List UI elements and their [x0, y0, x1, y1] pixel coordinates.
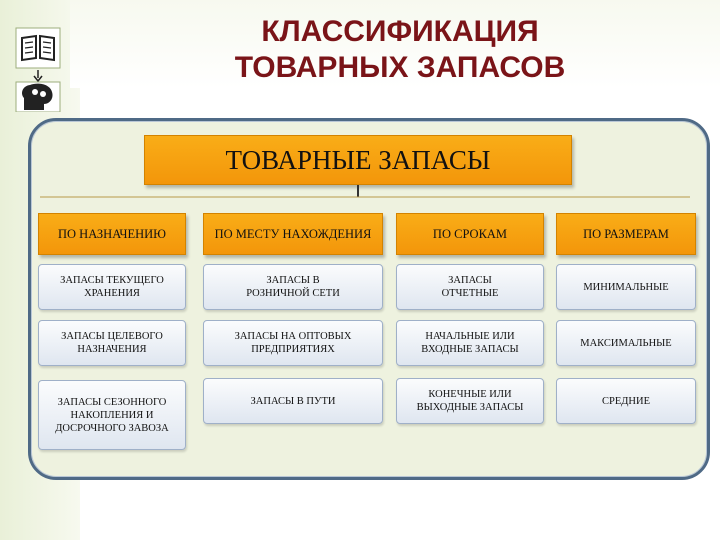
item-reporting: ЗАПАСЫ ОТЧЕТНЫЕ — [396, 264, 544, 310]
item-retail-network: ЗАПАСЫ В РОЗНИЧНОЙ СЕТИ — [203, 264, 383, 310]
item-targeted-purpose: ЗАПАСЫ ЦЕЛЕВОГО НАЗНАЧЕНИЯ — [38, 320, 186, 366]
item-maximal: МАКСИМАЛЬНЫЕ — [556, 320, 696, 366]
item-final: КОНЕЧНЫЕ ИЛИ ВЫХОДНЫЕ ЗАПАСЫ — [396, 378, 544, 424]
category-header-terms: ПО СРОКАМ — [396, 213, 544, 255]
item-initial: НАЧАЛЬНЫЕ ИЛИ ВХОДНЫЕ ЗАПАСЫ — [396, 320, 544, 366]
page-title: КЛАССИФИКАЦИЯ ТОВАРНЫХ ЗАПАСОВ — [234, 15, 566, 84]
item-minimal: МИНИМАЛЬНЫЕ — [556, 264, 696, 310]
category-header-size: ПО РАЗМЕРАМ — [556, 213, 696, 255]
category-header-purpose: ПО НАЗНАЧЕНИЮ — [38, 213, 186, 255]
item-average: СРЕДНИЕ — [556, 378, 696, 424]
item-wholesale: ЗАПАСЫ НА ОПТОВЫХ ПРЕДПРИЯТИЯХ — [203, 320, 383, 366]
category-header-location: ПО МЕСТУ НАХОЖДЕНИЯ — [203, 213, 383, 255]
item-in-transit: ЗАПАСЫ В ПУТИ — [203, 378, 383, 424]
item-current-storage: ЗАПАСЫ ТЕКУЩЕГО ХРАНЕНИЯ — [38, 264, 186, 310]
root-node: ТОВАРНЫЕ ЗАПАСЫ — [144, 135, 572, 185]
item-seasonal-stock: ЗАПАСЫ СЕЗОННОГО НАКОПЛЕНИЯ И ДОСРОЧНОГО ЗАВОЗА — [38, 380, 186, 450]
book-to-brain-logo — [10, 24, 66, 112]
